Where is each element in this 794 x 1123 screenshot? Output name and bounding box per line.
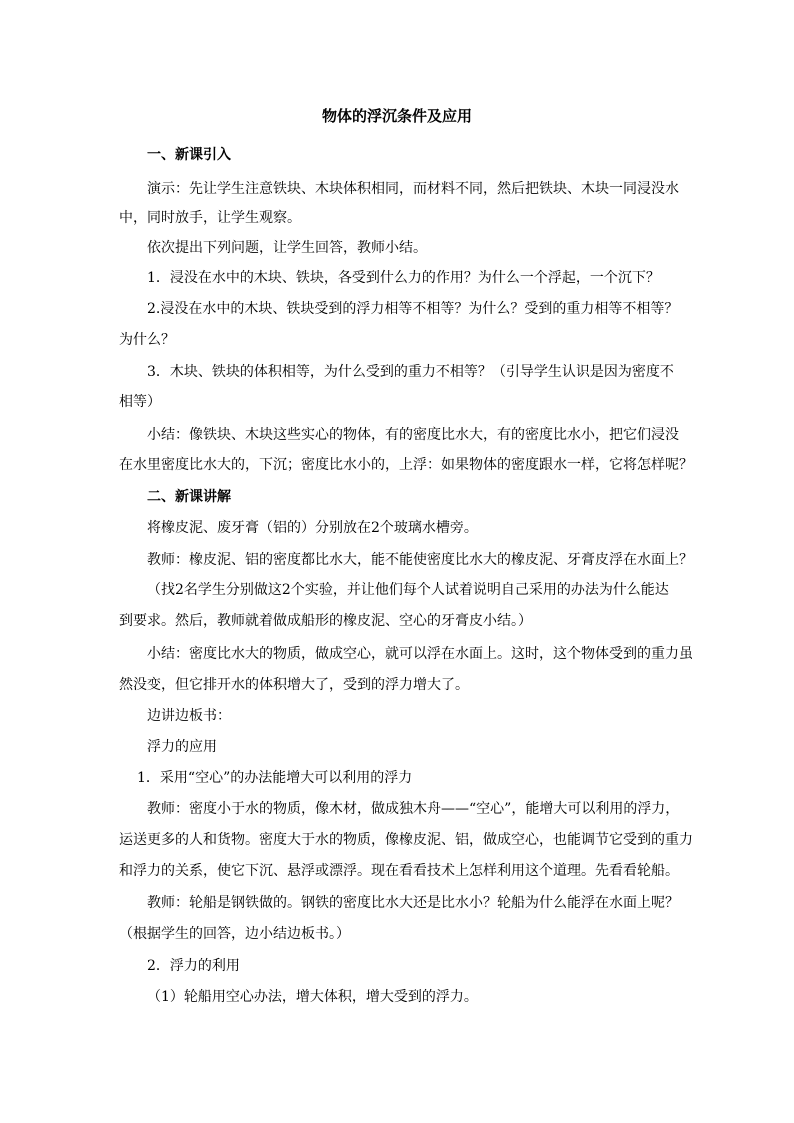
paragraph-line: 然没变，但它排开水的体积增大了，受到的浮力增大了。 (119, 677, 469, 693)
paragraph-line: 边讲边板书： (147, 708, 231, 724)
paragraph-line: 演示：先让学生注意铁块、木块体积相同，而材料不同，然后把铁块、木块一同浸没水 (147, 181, 679, 197)
paragraph-line: 为什么？ (119, 332, 175, 348)
paragraph-line: 依次提出下列问题，让学生回答，教师小结。 (147, 240, 427, 256)
paragraph-line: 将橡皮泥、废牙膏（铝的）分别放在2个玻璃水槽旁。 (147, 520, 478, 536)
paragraph-line: 中，同时放手，让学生观察。 (119, 210, 301, 226)
paragraph-line: 在水里密度比水大的，下沉；密度比水小的，上浮：如果物体的密度跟水一样，它将怎样呢？ (119, 457, 693, 473)
question-item: 2.浸没在水中的木块、铁块受到的浮力相等不相等？为什么？受到的重力相等不相等？ (147, 301, 679, 317)
paragraph-line: 教师：密度小于水的物质，像木材，做成独木舟——“空心”，能增大可以利用的浮力， (147, 801, 680, 817)
paragraph-line: 相等） (119, 394, 161, 410)
paragraph-line: 小结：像铁块、木块这些实心的物体，有的密度比水大，有的密度比水小，把它们浸没 (147, 427, 679, 443)
paragraph-line: 到要求。然后，教师就着做成船形的橡皮泥、空心的牙膏皮小结。） (119, 613, 532, 629)
paragraph-line: 小结：密度比水大的物质，做成空心，就可以浮在水面上。这时，这个物体受到的重力虽 (147, 646, 693, 662)
paragraph-line: 教师：轮船是钢铁做的。钢铁的密度比水大还是比水小？轮船为什么能浮在水面上呢？ (147, 895, 679, 911)
section-heading-intro: 一、新课引入 (147, 147, 231, 163)
paragraph-line: （根据学生的回答，边小结边板书。） (119, 926, 350, 942)
paragraph-line: （找2名学生分别做这2个实验，并让他们每个人试着说明自己采用的办法为什么能达 (147, 582, 669, 598)
list-item: 1．采用“空心”的办法能增大可以利用的浮力 (137, 770, 413, 786)
question-item: 3．木块、铁块的体积相等，为什么受到的重力不相等？（引导学生认识是因为密度不 (147, 364, 674, 380)
question-item: 1．浸没在水中的木块、铁块，各受到什么力的作用？为什么一个浮起，一个沉下？ (147, 270, 660, 286)
document-title: 物体的浮沉条件及应用 (321, 107, 472, 125)
paragraph-line: 和浮力的关系，使它下沉、悬浮或漂浮。现在看看技术上怎样利用这个道理。先看看轮船。 (119, 863, 679, 879)
list-item: 2．浮力的利用 (147, 958, 240, 974)
section-heading-lecture: 二、新课讲解 (147, 489, 231, 505)
paragraph-line: 运送更多的人和货物。密度大于水的物质，像橡皮泥、铝，做成空心，也能调节它受到的重力 (119, 832, 693, 848)
list-item: （1）轮船用空心办法，增大体积，增大受到的浮力。 (147, 989, 478, 1005)
paragraph-line: 教师：橡皮泥、铝的密度都比水大，能不能使密度比水大的橡皮泥、牙膏皮浮在水面上？ (147, 552, 693, 568)
paragraph-line: 浮力的应用 (147, 739, 217, 755)
